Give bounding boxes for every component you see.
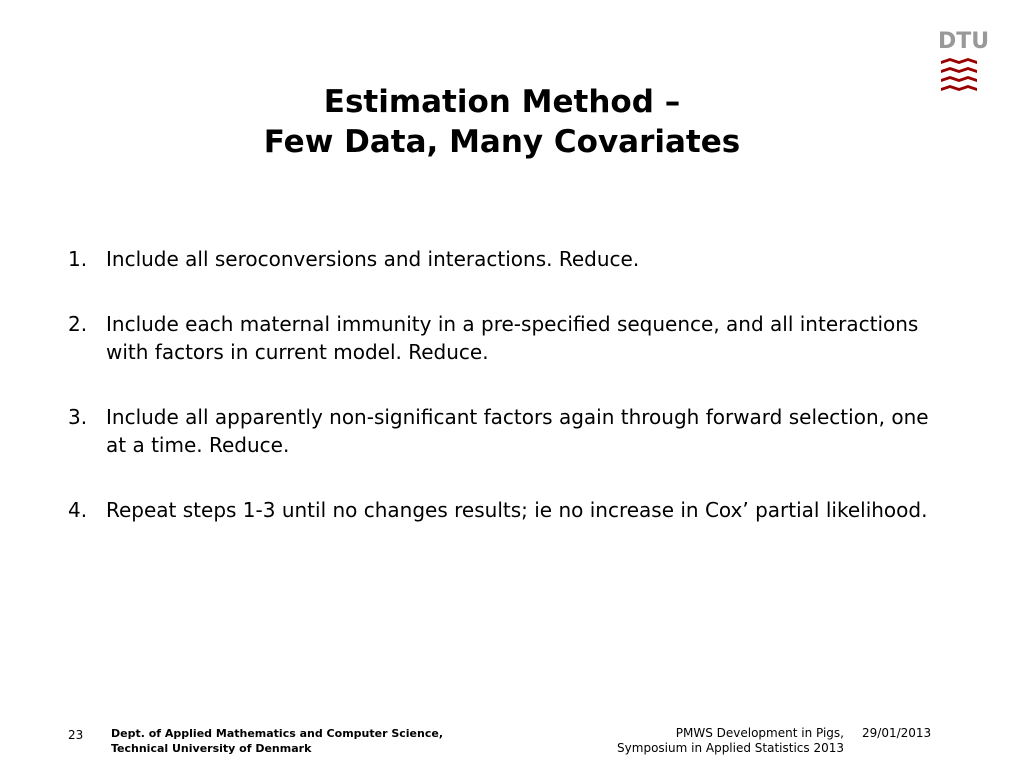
logo-bar-2 (941, 67, 977, 73)
slide-title (200, 82, 804, 162)
step-text: Include all seroconversions and interactions. Reduce. (106, 247, 640, 271)
step-item-3 (68, 403, 948, 459)
logo-bar-3 (941, 76, 977, 82)
logo-bar-4 (941, 85, 977, 91)
step-number: 3. (68, 405, 88, 429)
dtu-logo-icon (938, 58, 980, 92)
step-item-4 (68, 496, 948, 524)
event-label (617, 726, 844, 756)
step-text: Include all apparently non-significant factors again through forward selection, one at a time. Reduce. (106, 405, 929, 457)
department-label (111, 726, 443, 756)
logo-text: DTU (938, 29, 990, 54)
slide-footer (0, 724, 1024, 764)
title-line-1: Estimation Method – (323, 84, 681, 120)
event-line-1: PMWS Development in Pigs, (675, 726, 844, 740)
step-item-2 (68, 310, 948, 366)
step-item-1 (68, 245, 948, 273)
event-line-2: Symposium in Applied Statistics 2013 (617, 741, 844, 755)
step-number: 4. (68, 498, 88, 522)
dtu-logo (938, 29, 990, 92)
title-line-2: Few Data, Many Covariates (263, 124, 741, 160)
step-number: 2. (68, 312, 88, 336)
step-text: Include each maternal immunity in a pre-specified sequence, and all interactions with factors in current model. Reduce. (106, 312, 919, 364)
step-text: Repeat steps 1-3 until no changes results; ie no increase in Cox’ partial likelihood. (106, 498, 928, 522)
logo-bar-1 (941, 58, 977, 64)
department-line-1: Dept. of Applied Mathematics and Computer Science, (111, 727, 443, 740)
page-number: 23 (68, 728, 84, 742)
presentation-date: 29/01/2013 (862, 726, 932, 740)
step-number: 1. (68, 247, 88, 271)
department-line-2: Technical University of Denmark (111, 742, 312, 755)
steps-list (68, 245, 948, 561)
